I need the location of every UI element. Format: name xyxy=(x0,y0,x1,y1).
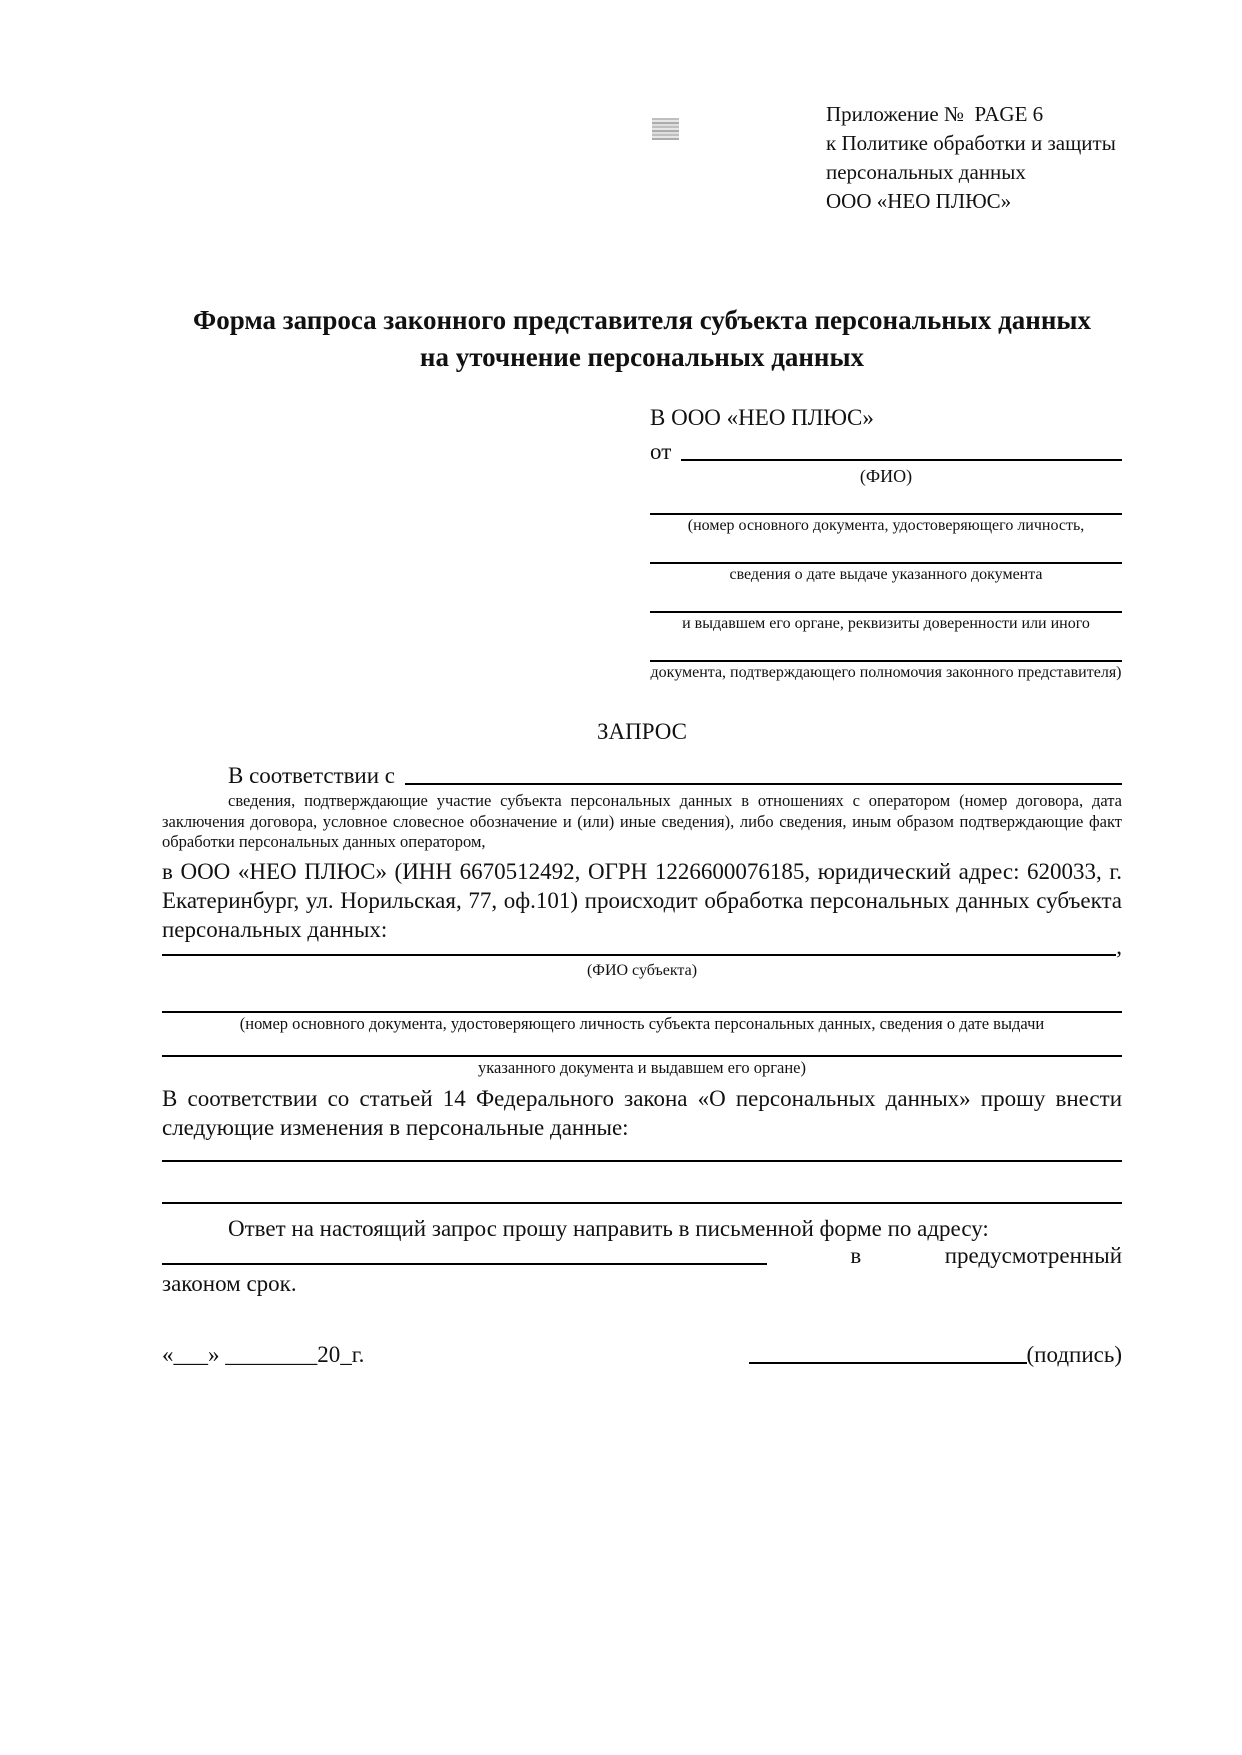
signature-blank-line xyxy=(749,1362,1027,1364)
subject-fio-row xyxy=(162,933,1122,960)
addressee-block xyxy=(650,403,1122,683)
changes-blank-line xyxy=(162,1162,1122,1204)
intro-note: сведения, подтверждающие участие субъекта персональных данных в отношениях с оператором (номер договора, дата заключения договора, условное словесное обозначение и (или) иные сведения), либо сведения, иным образом подтверждающие факт обработки персональных данных оператором, xyxy=(162,791,1122,851)
form-title-line2: на уточнение персональных данных xyxy=(419,342,865,372)
doc-field xyxy=(650,585,1122,634)
subject-fio-blank-line xyxy=(162,954,1116,956)
fio-blank-line xyxy=(681,459,1122,461)
header-line-company: ООО «НЕО ПЛЮС» xyxy=(826,189,1012,213)
date-blank-text: «___» ________20_г. xyxy=(162,1341,365,1367)
fio-caption: (ФИО) xyxy=(859,466,913,486)
request-heading: ЗАПРОС xyxy=(596,719,688,744)
reply-address-blank-line xyxy=(162,1263,767,1265)
intro-row xyxy=(162,759,1122,789)
header-line-personal-data: персональных данных xyxy=(826,160,1026,184)
subject-comma: , xyxy=(1116,933,1122,959)
field-caption: (номер основного документа, удостоверяющего личность, xyxy=(687,517,1085,534)
reply-line1-text: Ответ на настоящий запрос прошу направить в письменной форме по адресу: xyxy=(228,1215,989,1241)
field-caption: и выдавшем его органе, реквизиты доверенности или иного xyxy=(682,615,1090,632)
blank-field-line xyxy=(650,536,1122,564)
doc-field xyxy=(650,634,1122,683)
doc-field xyxy=(650,536,1122,585)
reply-address-row xyxy=(162,1243,1122,1269)
reply-line3: законом срок. xyxy=(162,1270,297,1296)
reply-right-word: предусмотренный xyxy=(944,1242,1122,1268)
header-line-appendix: Приложение № PAGE 6 xyxy=(826,102,1044,126)
blank-field-line xyxy=(650,487,1122,515)
blank-field-line xyxy=(650,634,1122,662)
field-caption: документа, подтверждающего полномочия законного представителя) xyxy=(650,664,1122,681)
intro-label: В соответствии с xyxy=(228,763,396,788)
basis-blank-line xyxy=(405,783,1122,785)
appendix-header-block xyxy=(826,100,1122,216)
doc-field xyxy=(650,487,1122,536)
signature-caption: (подпись) xyxy=(1026,1341,1122,1367)
from-label: от xyxy=(650,439,672,464)
subject-doc-caption-2: указанного документа и выдавшем его органе) xyxy=(478,1057,806,1077)
form-title xyxy=(162,302,1122,376)
subject-doc-caption-1: (номер основного документа, удостоверяющего личность субъекта персональных данных, сведения о дате выдачи xyxy=(239,1013,1045,1033)
signature-row xyxy=(162,1338,1122,1368)
reply-mid-word: в xyxy=(850,1242,862,1268)
subject-fio-caption: (ФИО субъекта) xyxy=(586,961,698,979)
subject-doc-blank-line xyxy=(162,981,1122,1013)
changes-blank-line xyxy=(162,1142,1122,1162)
subject-doc-blank-line xyxy=(162,1034,1122,1057)
law-paragraph: В соответствии со статьей 14 Федерального закона «О персональных данных» прошу внести следующие изменения в персональные данные: xyxy=(162,1085,1122,1140)
header-line-policy: к Политике обработки и защиты xyxy=(826,131,1116,155)
operator-paragraph: в ООО «НЕО ПЛЮС» (ИНН 6670512492, ОГРН 1226600076185, юридический адрес: 620033, г. Екатеринбург, ул. Норильская, 77, оф.101) происходит обработка персональных данных субъекта персональных данных: xyxy=(162,858,1122,942)
document-header xyxy=(162,100,1122,218)
addressee-company: В ООО «НЕО ПЛЮС» xyxy=(650,405,874,430)
field-caption: сведения о дате выдаче указанного документа xyxy=(729,566,1043,583)
blank-field-line xyxy=(650,585,1122,613)
blurred-stamp-icon xyxy=(652,118,679,140)
reply-line1 xyxy=(162,1214,1122,1243)
signature-group xyxy=(749,1342,1122,1368)
form-title-line1: Форма запроса законного представителя субъекта персональных данных xyxy=(193,305,1091,335)
from-row xyxy=(650,437,1122,465)
